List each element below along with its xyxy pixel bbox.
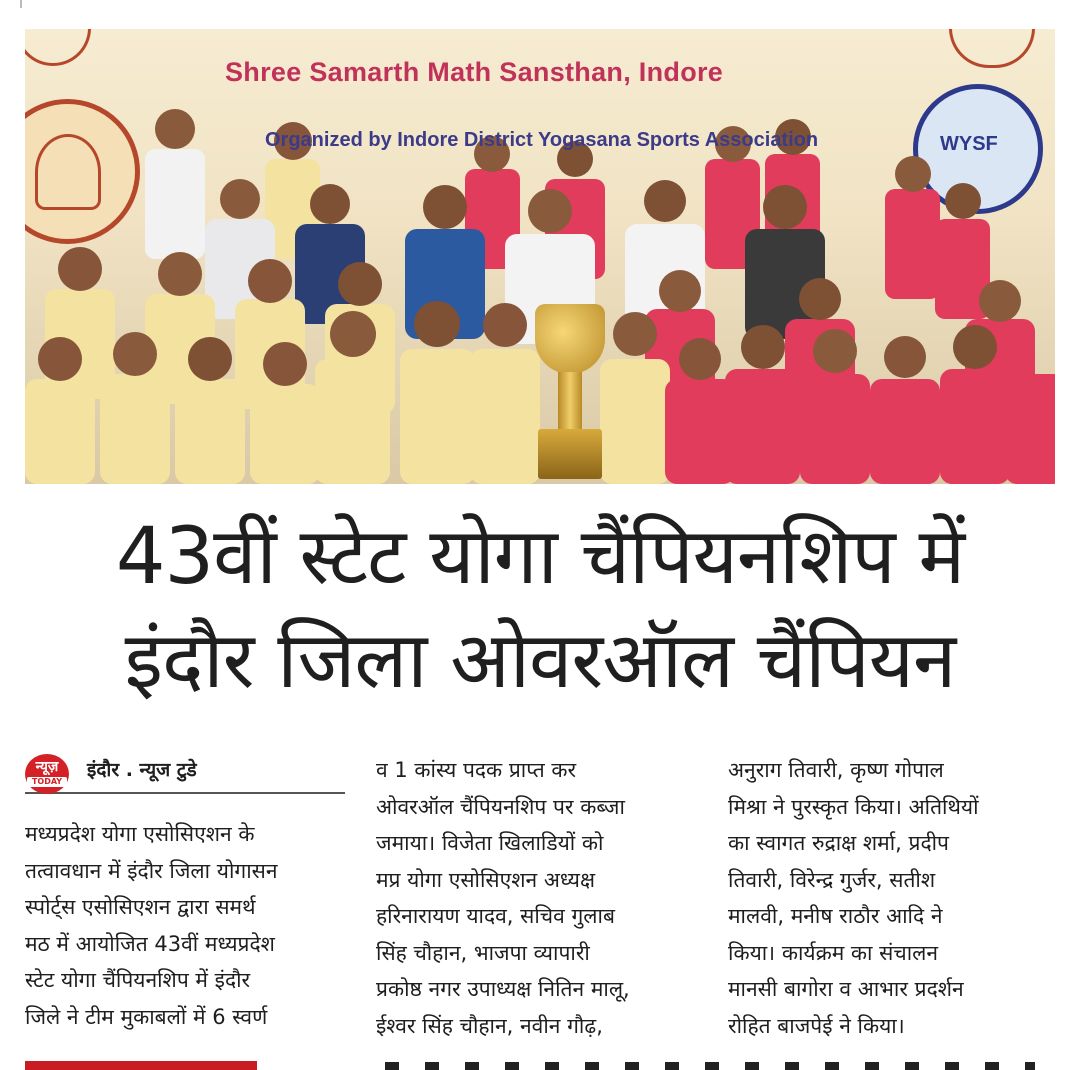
column-line: का स्वागत रुद्राक्ष शर्मा, प्रदीप bbox=[728, 831, 949, 855]
column-line: स्पोर्ट्स एसोसिएशन द्वारा समर्थ bbox=[25, 895, 256, 919]
column-line: मठ में आयोजित 43वीं मध्यप्रदेश bbox=[25, 931, 275, 956]
news-today-logo bbox=[25, 754, 69, 794]
column-line: हरिनारायण यादव, सचिव गुलाब bbox=[376, 904, 615, 928]
column-line: तत्वावधान में इंदौर जिला योगासन bbox=[25, 858, 278, 883]
column-line: मानसी बागोरा व आभार प्रदर्शन bbox=[728, 977, 964, 1001]
banner-organizer: Organized by Indore District Yogasana Sports Association bbox=[265, 129, 819, 151]
column-line: मिश्रा ने पुरस्कृत किया। अतिथियों bbox=[728, 794, 979, 819]
column-line: स्टेट योगा चैंपियनशिप में इंदौर bbox=[25, 968, 251, 992]
next-headline-fragment bbox=[385, 1050, 1035, 1070]
dateline-text: इंदौर . न्यूज टुडे bbox=[87, 759, 197, 781]
column-line: व 1 कांस्य पदक प्राप्त कर bbox=[376, 758, 577, 782]
column-line: मध्यप्रदेश योगा एसोसिएशन के bbox=[25, 822, 255, 846]
dateline bbox=[25, 752, 345, 794]
page-edge-mark bbox=[20, 0, 22, 8]
column-line: सिंह चौहान, भाजपा व्यापारी bbox=[376, 940, 590, 965]
article-column-2 bbox=[376, 752, 706, 1044]
brand-top: न्यूज़ bbox=[35, 759, 59, 775]
column-line: मप्र योगा एसोसिएशन अध्यक्ष bbox=[376, 867, 596, 892]
column-line: अनुराग तिवारी, कृष्ण गोपाल bbox=[728, 758, 944, 782]
column-line: ईश्वर सिंह चौहान, नवीन गौढ़, bbox=[376, 1013, 603, 1038]
column-line: ओवरऑल चैंपियनशिप पर कब्जा bbox=[376, 794, 625, 819]
column-line: प्रकोष्ठ नगर उपाध्यक्ष नितिन मालू, bbox=[376, 977, 630, 1001]
article-column-3 bbox=[728, 752, 1058, 1044]
column-line: मालवी, मनीष राठौर आदि ने bbox=[728, 904, 943, 928]
headline-line-1: 43वीं स्टेट योगा चैंपियनशिप में bbox=[115, 512, 965, 602]
group-photo bbox=[25, 29, 1055, 484]
banner-title: Shree Samarth Math Sansthan, Indore bbox=[225, 57, 724, 87]
next-story-label-bar bbox=[25, 1061, 257, 1070]
column-line: जिले ने टीम मुकाबलों में 6 स्वर्ण bbox=[25, 1004, 268, 1029]
headline-line-2: इंदौर जिला ओवरऑल चैंपियन bbox=[124, 616, 956, 706]
column-line: रोहित बाजपेई ने किया। bbox=[728, 1013, 905, 1038]
headline bbox=[0, 505, 1080, 713]
brand-bottom: TODAY bbox=[27, 777, 67, 787]
trophy bbox=[530, 304, 610, 484]
column-line: किया। कार्यक्रम का संचालन bbox=[728, 940, 939, 965]
wysf-logo-text: WYSF bbox=[940, 133, 998, 155]
column-line: जमाया। विजेता खिलाडियों को bbox=[376, 831, 604, 855]
column-line: तिवारी, विरेन्द्र गुर्जर, सतीश bbox=[728, 867, 936, 892]
